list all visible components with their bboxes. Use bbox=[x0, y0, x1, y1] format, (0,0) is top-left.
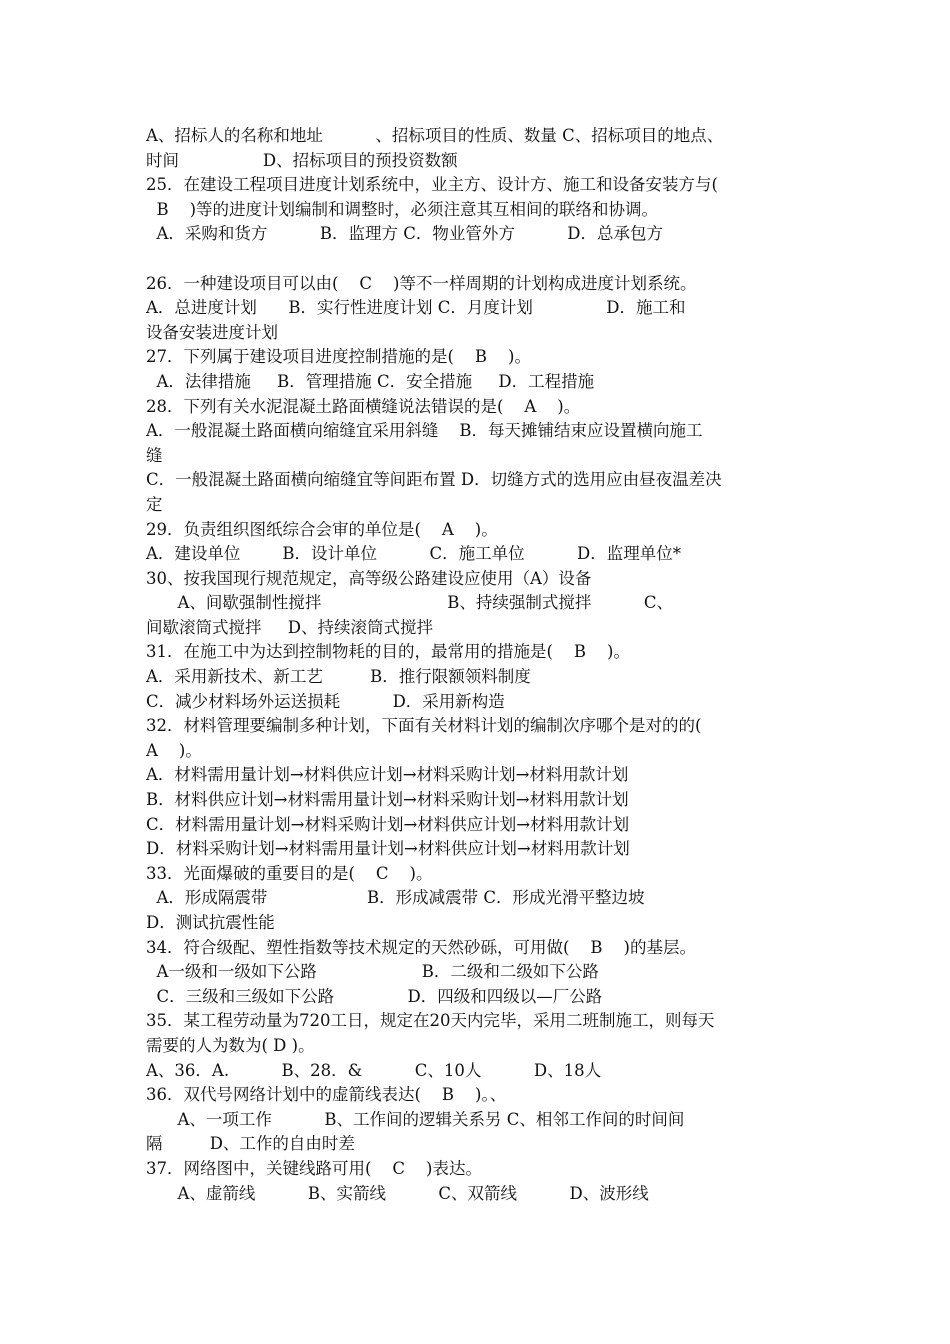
options-line: C．减少材料场外运送损耗 D．采用新构造 bbox=[146, 691, 505, 711]
options-line: D．测试抗震性能 bbox=[146, 913, 275, 932]
question-34-line: 34．符合级配、塑性指数等技术规定的天然砂砾，可用做( B )的基层。 bbox=[146, 937, 696, 957]
options-line: 间歇滚筒式搅拌 D、持续滚筒式搅拌 bbox=[146, 617, 433, 637]
options-line: C．一般混凝土路面横向缩缝宜等间距布置 D．切缝方式的选用应由昼夜温差决 bbox=[146, 470, 722, 490]
options-line: A．采用新技术、新工艺 B．推行限额领料制度 bbox=[146, 667, 531, 687]
question-33-line: 33．光面爆破的重要目的是( C )。 bbox=[146, 863, 433, 883]
text-line: 需要的人为数为( D )。 bbox=[146, 1035, 315, 1055]
options-line: B．材料供应计划→材料需用量计划→材料采购计划→材料用款计划 bbox=[146, 790, 629, 810]
text-line: B )等的进度计划编制和调整时，必须注意其互相间的联络和协调。 bbox=[146, 199, 659, 219]
options-line: C．三级和三级如下公路 D．四级和四级以—厂公路 bbox=[146, 986, 603, 1006]
options-line: A．材料需用量计划→材料供应计划→材料采购计划→材料用款计划 bbox=[146, 765, 629, 785]
text-line: 设备安装进度计划 bbox=[146, 322, 278, 342]
text-line: 定 bbox=[146, 494, 163, 514]
question-31-line: 31．在施工中为达到控制物耗的目的，最常用的措施是( B )。 bbox=[146, 642, 630, 662]
options-line: A．形成隔震带 B．形成减震带 C．形成光滑平整边坡 bbox=[146, 888, 645, 908]
question-26-line: 26．一种建设项目可以由( C )等不一样周期的计划构成进度计划系统。 bbox=[146, 273, 697, 293]
document-body bbox=[146, 124, 816, 1206]
question-25-line: 25．在建设工程项目进度计划系统中，业主方、设计方、施工和设备安装方与( bbox=[146, 175, 718, 195]
question-27-line: 27．下列属于建设项目进度控制措施的是( B )。 bbox=[146, 347, 531, 367]
question-35-line: 35．某工程劳动量为720工日，规定在20天内完毕，采用二班制施工，则每天 bbox=[146, 1011, 715, 1031]
options-line: A、一项工作 B、工作间的逻辑关系另 C、相邻工作间的时间间 bbox=[146, 1109, 685, 1129]
options-line: A、36．A. B、28．& C、10人 D、18人 bbox=[146, 1060, 602, 1080]
options-line: C．材料需用量计划→材料采购计划→材料供应计划→材料用款计划 bbox=[146, 814, 630, 834]
options-line: D．材料采购计划→材料需用量计划→材料供应计划→材料用款计划 bbox=[146, 839, 630, 859]
text-line: A )。 bbox=[146, 740, 202, 760]
options-line: A、虚箭线 B、实箭线 C、双箭线 D、波形线 bbox=[146, 1183, 649, 1203]
question-29-line: 29．负责组织图纸综合会审的单位是( A )。 bbox=[146, 519, 498, 539]
question-28-line: 28．下列有关水泥混凝土路面横缝说法错误的是( A )。 bbox=[146, 396, 581, 416]
question-32-line: 32．材料管理要编制多种计划，下面有关材料计划的编制次序哪个是对的的( bbox=[146, 716, 702, 736]
question-30-line: 30、按我国现行规范规定，高等级公路建设应使用（A）设备 bbox=[146, 568, 592, 588]
question-37-line: 37．网络图中，关键线路可用( C )表达。 bbox=[146, 1158, 482, 1178]
options-line: A一级和一级如下公路 B．二级和二级如下公路 bbox=[146, 962, 599, 982]
options-line: 隔 D、工作的自由时差 bbox=[146, 1134, 355, 1154]
question-36-line: 36．双代号网络计划中的虚箭线表达( B )。、 bbox=[146, 1085, 507, 1105]
options-line: A．建设单位 B．设计单位 C．施工单位 D．监理单位* bbox=[146, 544, 682, 564]
options-line: A．一般混凝土路面横向缩缝宜采用斜缝 B．每天摊铺结束应设置横向施工 bbox=[146, 421, 703, 441]
text-line: A、招标人的名称和地址 、招标项目的性质、数量 C、招标项目的地点、 bbox=[146, 126, 724, 145]
blank-line bbox=[146, 247, 816, 272]
options-line: A、间歇强制性搅拌 B、持续强制式搅拌 C、 bbox=[146, 593, 673, 613]
text-line: 缝 bbox=[146, 445, 163, 465]
options-line: A．法律措施 B．管理措施 C．安全措施 D．工程措施 bbox=[146, 371, 595, 391]
text-line: 时间 D、招标项目的预投资数额 bbox=[146, 150, 458, 170]
options-line: A．采购和货方 B．监理方 C．物业管外方 D．总承包方 bbox=[146, 224, 664, 244]
options-line: A．总进度计划 B．实行性进度计划 C．月度计划 D．施工和 bbox=[146, 298, 686, 318]
